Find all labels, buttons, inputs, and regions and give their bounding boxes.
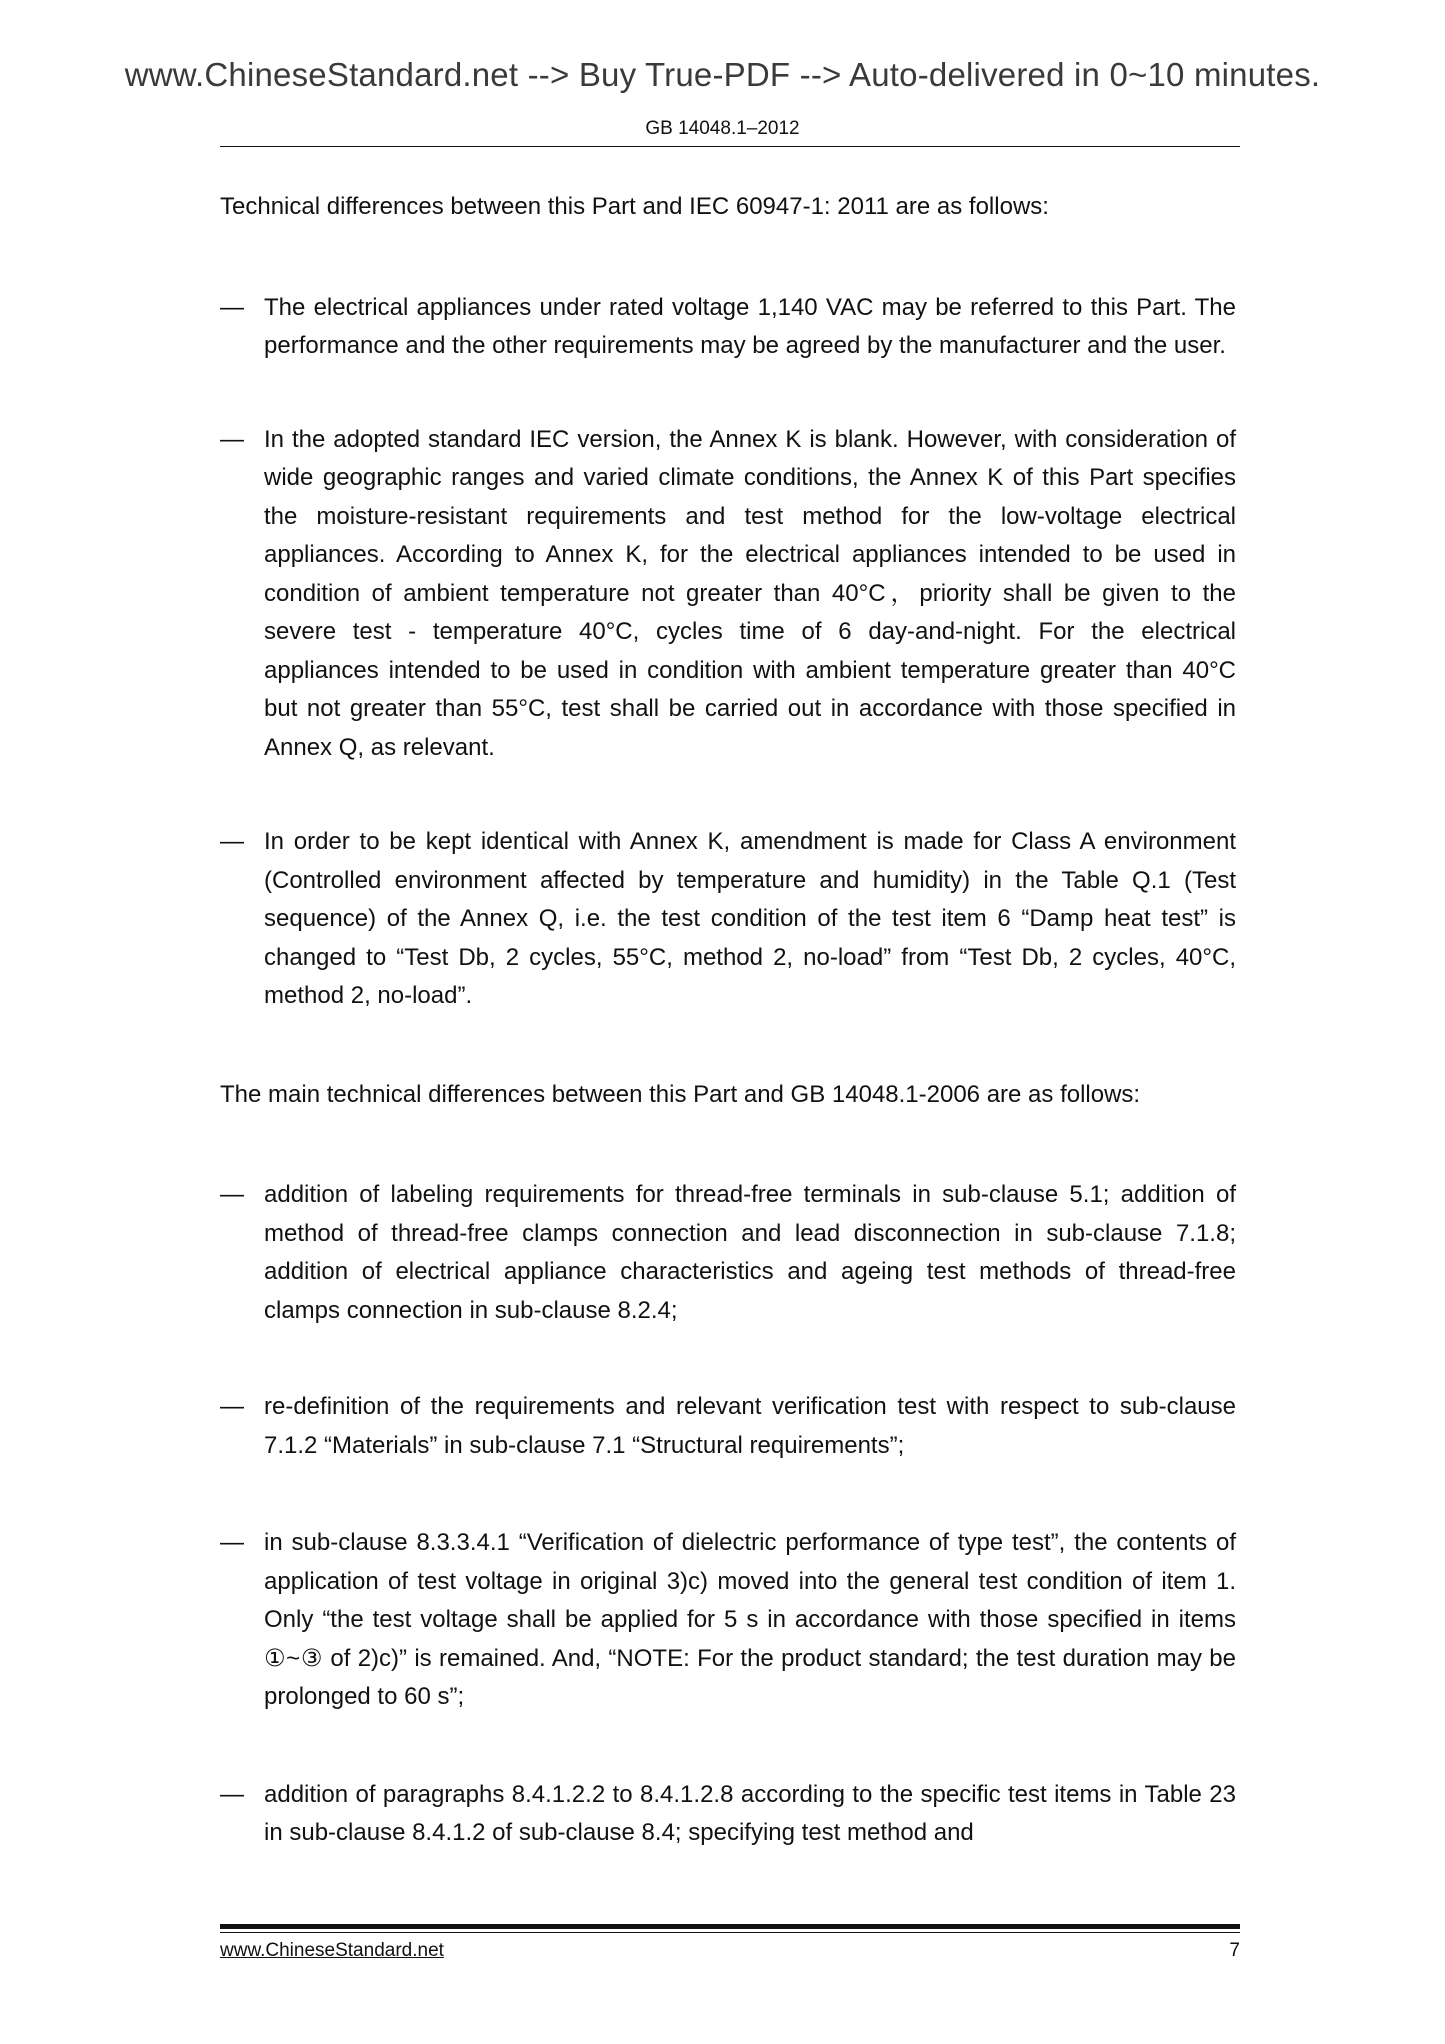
download-banner[interactable]: www.ChineseStandard.net --> Buy True-PDF --> Auto-delivered in 0~10 minutes. (124, 56, 1321, 93)
em-dash-bullet: — (220, 1529, 244, 1556)
iec-difference-text-2: In the adopted standard IEC version, the Annex K is blank. However, with consideration of wide geographic ranges and varied climate conditions, the Annex K of this Part specifies the moisture-resistant requirements and test method for the low-voltage electrical appliances. According to Annex K, for the electrical appliances intended to be used in condition of ambient temperature not greater than 40°C，priority shall be given to the severe test - temperature 40°C, cycles time of 6 day-and-night. For the electrical appliances intended to be used in condition with ambient temperature greater than 40°C but not greater than 55°C, test shall be carried out in accordance with those specified in Annex Q, as relevant. (264, 425, 1236, 761)
em-dash-bullet: — (220, 293, 244, 321)
iec-difference-item-2 (220, 421, 1236, 768)
em-dash-bullet: — (220, 1393, 244, 1420)
gb-difference-item-2 (220, 1388, 1236, 1465)
em-dash-bullet: — (220, 1780, 244, 1808)
page-number: 7 (1229, 1940, 1240, 1961)
footer-divider-thick (220, 1924, 1240, 1929)
iec-differences-intro: Technical differences between this Part and IEC 60947-1: 2011 are as follows: (220, 193, 1049, 220)
header-divider (220, 146, 1240, 147)
iec-difference-item-1 (220, 289, 1236, 366)
gb-differences-intro: The main technical differences between this Part and GB 14048.1-2006 are as follows: (220, 1080, 1141, 1108)
footer-website-link[interactable]: www.ChineseStandard.net (220, 1940, 444, 1961)
gb-difference-text-1: addition of labeling requirements for thread-free terminals in sub-clause 5.1; addition of method of thread-free clamps connection and lead disconnection in sub-clause 7.1.8; addition of electrical appliance characteristics and ageing test methods of thread-free clamps connection in sub-clause 8.2.4; (264, 1181, 1236, 1324)
em-dash-bullet: — (220, 1181, 244, 1208)
gb-difference-text-4: addition of paragraphs 8.4.1.2.2 to 8.4.1.2.8 according to the specific test items in Table 23 in sub-clause 8.4.1.2 of sub-clause 8.4; specifying test method and (264, 1780, 1236, 1846)
iec-difference-text-1: The electrical appliances under rated voltage 1,140 VAC may be referred to this Part. The performance and the other requirements may be agreed by the manufacturer and the user. (264, 293, 1236, 359)
gb-difference-text-3: in sub-clause 8.3.3.4.1 “Verification of dielectric performance of type test”, the contents of application of test voltage in original 3)c) moved into the general test condition of item 1. Only “the test voltage shall be applied for 5 s in accordance with those specified in items ①~③ of 2)c)” is remained. And, “NOTE: For the product standard; the test duration may be prolonged to 60 s”; (264, 1529, 1236, 1710)
iec-difference-item-3 (220, 823, 1236, 1016)
gb-difference-text-2: re-definition of the requirements and relevant verification test with respect to sub-clause 7.1.2 “Materials” in sub-clause 7.1 “Structural requirements”; (264, 1393, 1236, 1459)
em-dash-bullet: — (220, 425, 244, 453)
gb-difference-item-1 (220, 1176, 1236, 1330)
em-dash-bullet: — (220, 828, 244, 855)
gb-difference-item-3 (220, 1524, 1236, 1717)
document-number-header: GB 14048.1–2012 (645, 118, 800, 139)
gb-difference-item-4 (220, 1776, 1236, 1853)
iec-difference-text-3: In order to be kept identical with Annex K, amendment is made for Class A environment (Controlled environment affected by temperature and humidity) in the Table Q.1 (Test sequence) of the Annex Q, i.e. the test condition of the test item 6 “Damp heat test” is changed to “Test Db, 2 cycles, 55°C, method 2, no-load” from “Test Db, 2 cycles, 40°C, method 2, no-load”. (264, 828, 1236, 1009)
page-body (220, 188, 1236, 1853)
footer-divider-thin (220, 1932, 1240, 1933)
